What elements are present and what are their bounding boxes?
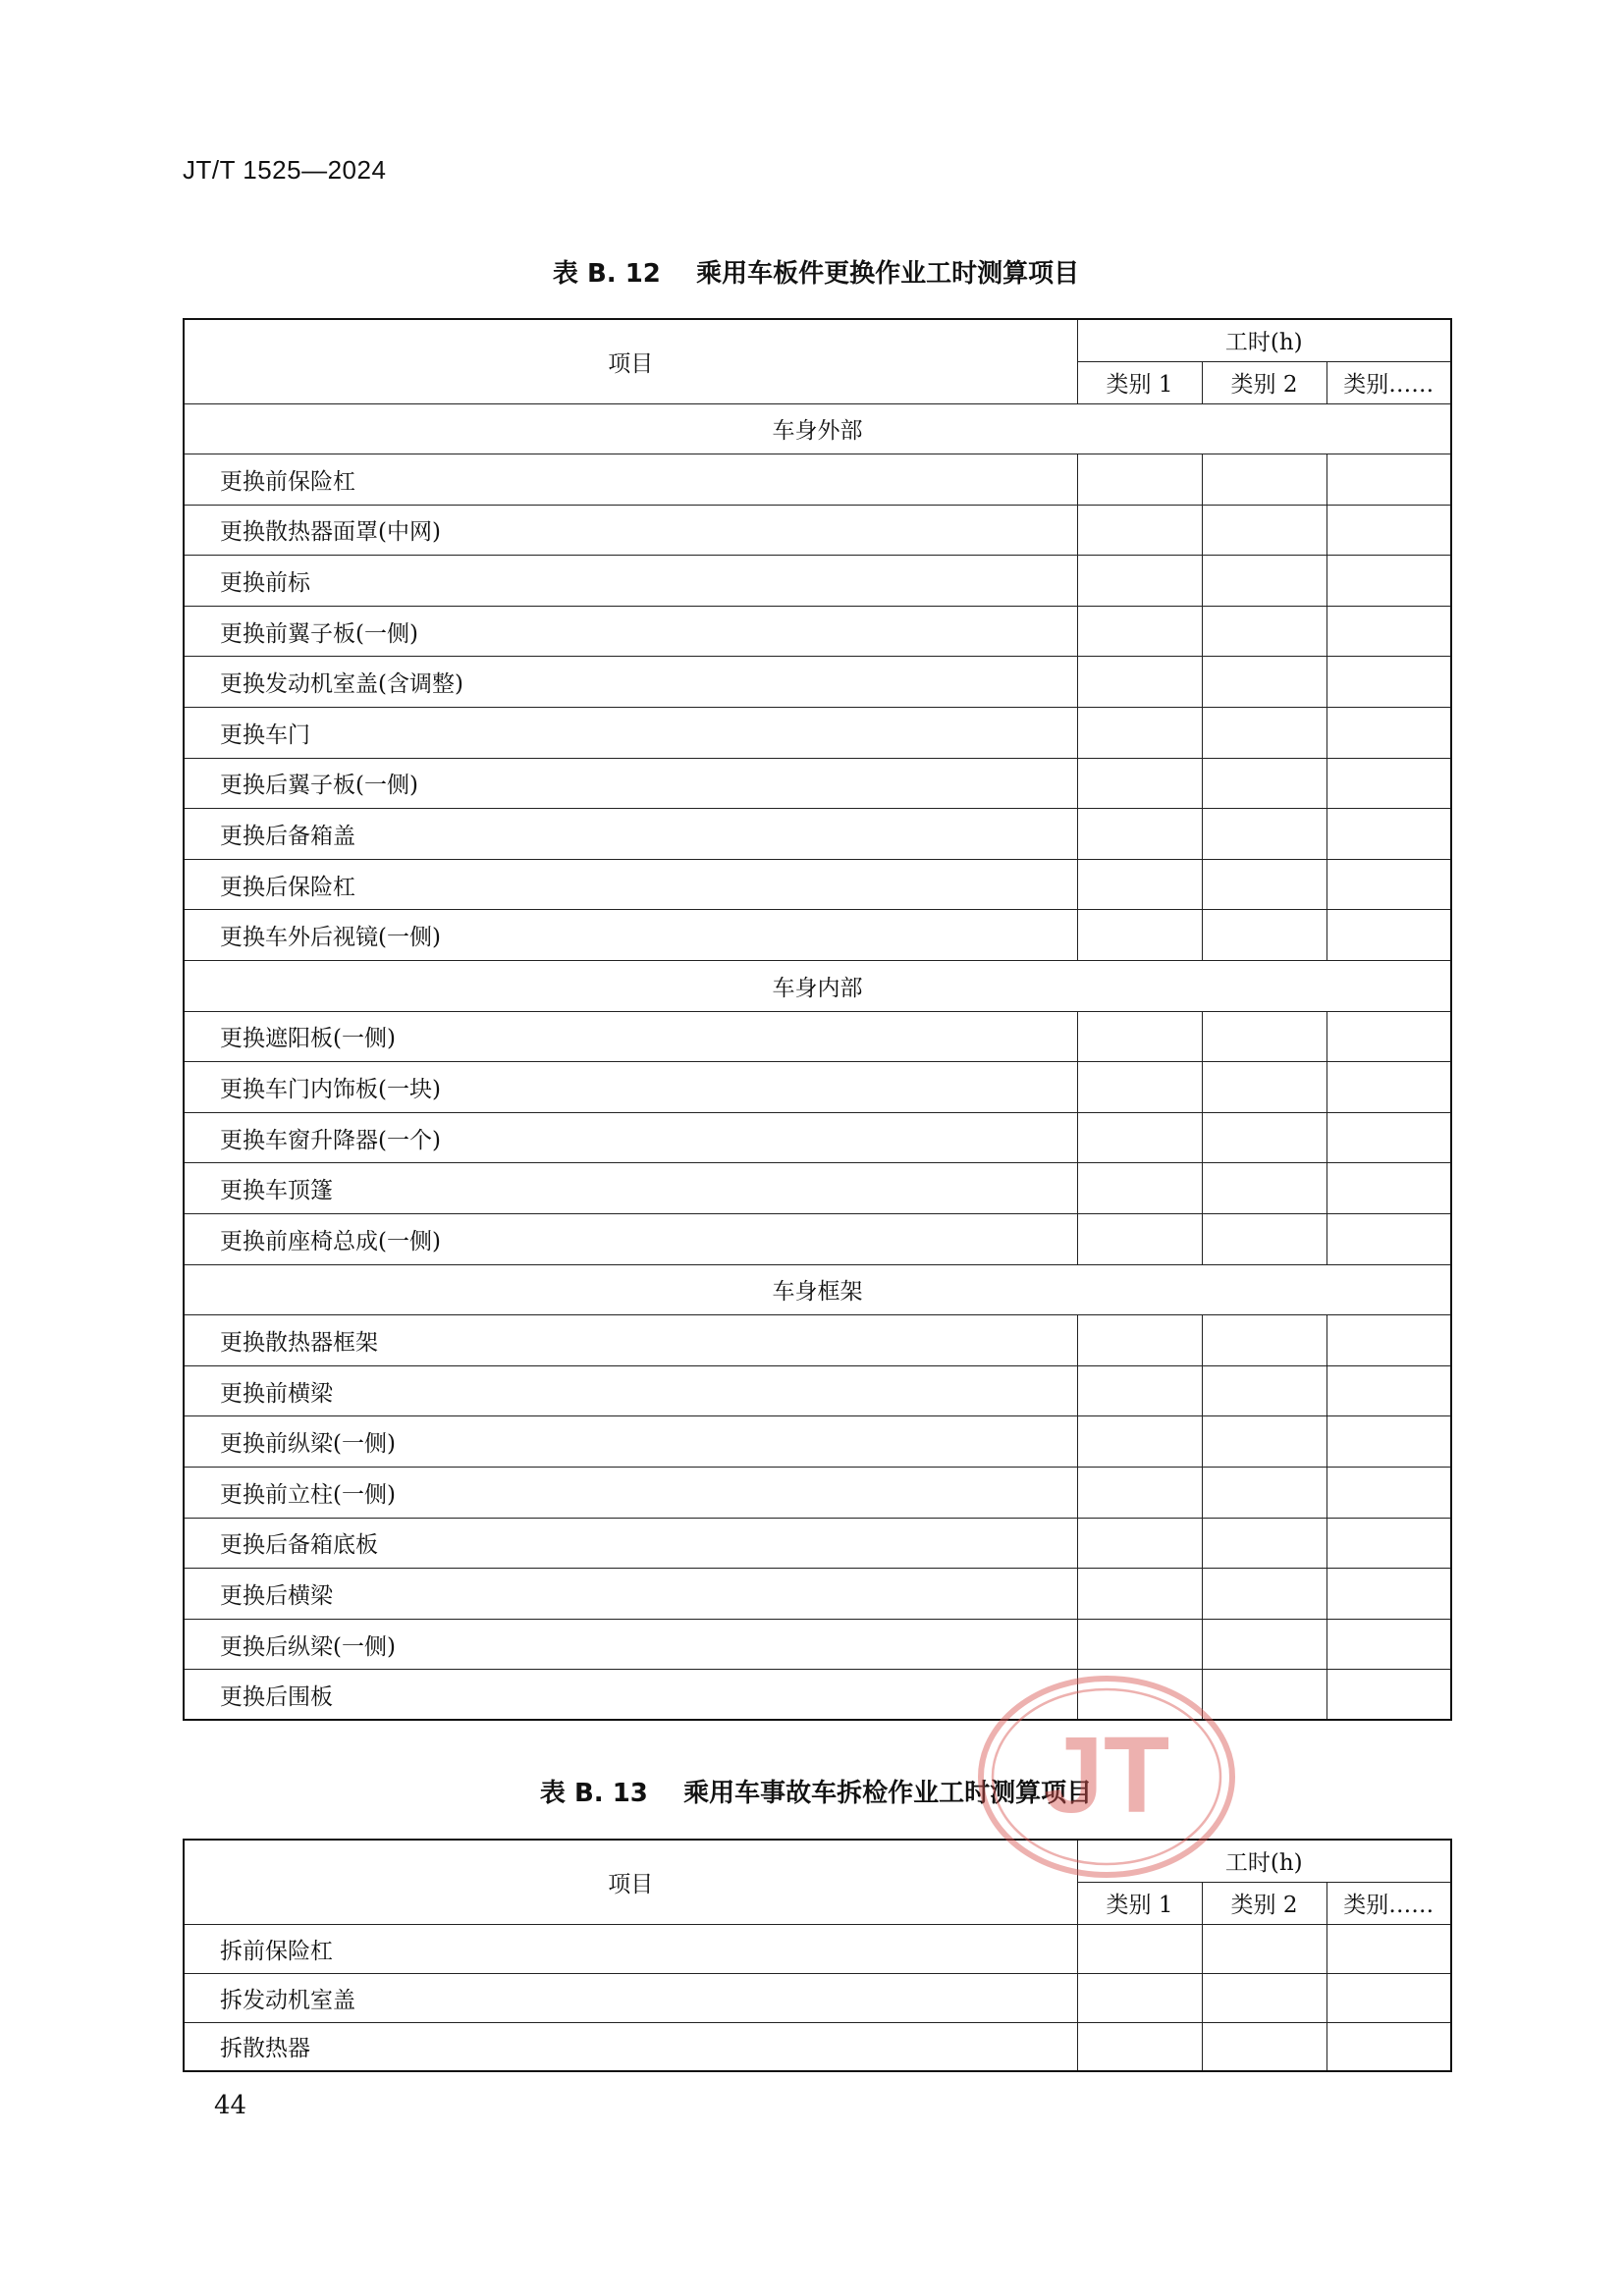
hours-cell bbox=[1326, 809, 1451, 860]
section-row bbox=[184, 961, 1451, 1012]
table-row bbox=[184, 1112, 1451, 1163]
hours-cell bbox=[1326, 1214, 1451, 1265]
hours-cell bbox=[1326, 1365, 1451, 1416]
hours-cell bbox=[1326, 1163, 1451, 1214]
hours-cell bbox=[1077, 1315, 1202, 1366]
hours-cell bbox=[1077, 809, 1202, 860]
hours-cell bbox=[1077, 556, 1202, 607]
hours-cell bbox=[1326, 1467, 1451, 1518]
hours-cell bbox=[1202, 758, 1326, 809]
table-b12-body bbox=[184, 403, 1451, 1720]
hours-cell bbox=[1202, 657, 1326, 708]
hours-cell bbox=[1202, 1163, 1326, 1214]
hours-cell bbox=[1326, 1416, 1451, 1468]
table-row bbox=[184, 1416, 1451, 1468]
hours-cell bbox=[1077, 2022, 1202, 2071]
column-header-hours: 工时(h) bbox=[1077, 319, 1451, 361]
table-row bbox=[184, 454, 1451, 506]
item-label: 更换车窗升降器(一个) bbox=[184, 1112, 1077, 1163]
item-label: 更换前横梁 bbox=[184, 1365, 1077, 1416]
hours-cell bbox=[1202, 1011, 1326, 1062]
item-label: 更换后翼子板(一侧) bbox=[184, 758, 1077, 809]
table-row bbox=[184, 1163, 1451, 1214]
hours-cell bbox=[1077, 859, 1202, 910]
hours-cell bbox=[1077, 1518, 1202, 1569]
document-code: JT/T 1525—2024 bbox=[183, 155, 387, 185]
hours-cell bbox=[1077, 1365, 1202, 1416]
hours-cell bbox=[1077, 1973, 1202, 2022]
hours-cell bbox=[1202, 454, 1326, 506]
item-label: 更换车外后视镜(一侧) bbox=[184, 910, 1077, 961]
hours-cell bbox=[1326, 454, 1451, 506]
column-header-item: 项目 bbox=[184, 319, 1077, 403]
hours-cell bbox=[1077, 1619, 1202, 1670]
hours-cell bbox=[1077, 758, 1202, 809]
table-b13 bbox=[183, 1839, 1452, 2072]
column-header-category-1: 类别 1 bbox=[1077, 1882, 1202, 1924]
hours-cell bbox=[1326, 1112, 1451, 1163]
hours-cell bbox=[1326, 1973, 1451, 2022]
hours-cell bbox=[1326, 1670, 1451, 1721]
hours-cell bbox=[1326, 1315, 1451, 1366]
table-row bbox=[184, 556, 1451, 607]
item-label: 更换前座椅总成(一侧) bbox=[184, 1214, 1077, 1265]
hours-cell bbox=[1326, 1062, 1451, 1113]
hours-cell bbox=[1326, 556, 1451, 607]
hours-cell bbox=[1202, 1315, 1326, 1366]
hours-cell bbox=[1077, 657, 1202, 708]
hours-cell bbox=[1326, 859, 1451, 910]
hours-cell bbox=[1326, 2022, 1451, 2071]
hours-cell bbox=[1077, 454, 1202, 506]
table-row bbox=[184, 505, 1451, 556]
hours-cell bbox=[1077, 1670, 1202, 1721]
hours-cell bbox=[1326, 910, 1451, 961]
table-b13-title: 表 B. 13 乘用车事故车拆检作业工时测算项目 bbox=[539, 1779, 1093, 1808]
table-row bbox=[184, 910, 1451, 961]
hours-cell bbox=[1326, 758, 1451, 809]
table-b12-title: 表 B. 12 乘用车板件更换作业工时测算项目 bbox=[552, 259, 1080, 289]
hours-cell bbox=[1202, 1365, 1326, 1416]
item-label: 更换后纵梁(一侧) bbox=[184, 1619, 1077, 1670]
hours-cell bbox=[1326, 657, 1451, 708]
hours-cell bbox=[1077, 1467, 1202, 1518]
hours-cell bbox=[1202, 2022, 1326, 2071]
hours-cell bbox=[1202, 606, 1326, 657]
hours-cell bbox=[1077, 1416, 1202, 1468]
item-label: 更换前保险杠 bbox=[184, 454, 1077, 506]
hours-cell bbox=[1077, 1011, 1202, 1062]
item-label: 更换后围板 bbox=[184, 1670, 1077, 1721]
section-label: 车身内部 bbox=[184, 961, 1451, 1012]
hours-cell bbox=[1326, 1619, 1451, 1670]
hours-cell bbox=[1202, 1416, 1326, 1468]
item-label: 更换后备箱盖 bbox=[184, 809, 1077, 860]
item-label: 更换后保险杠 bbox=[184, 859, 1077, 910]
table-row bbox=[184, 1315, 1451, 1366]
item-label: 更换车门 bbox=[184, 708, 1077, 759]
section-label: 车身外部 bbox=[184, 403, 1451, 454]
table-row bbox=[184, 1518, 1451, 1569]
item-label: 更换后横梁 bbox=[184, 1569, 1077, 1620]
column-header-category-more: 类别…… bbox=[1326, 361, 1451, 403]
column-header-category-2: 类别 2 bbox=[1202, 361, 1326, 403]
item-label: 更换前立柱(一侧) bbox=[184, 1467, 1077, 1518]
item-label: 更换发动机室盖(含调整) bbox=[184, 657, 1077, 708]
table-row bbox=[184, 1973, 1451, 2022]
table-row bbox=[184, 1365, 1451, 1416]
table-row bbox=[184, 1619, 1451, 1670]
hours-cell bbox=[1326, 505, 1451, 556]
table-row bbox=[184, 1467, 1451, 1518]
table-row bbox=[184, 606, 1451, 657]
hours-cell bbox=[1077, 1062, 1202, 1113]
item-label: 更换车门内饰板(一块) bbox=[184, 1062, 1077, 1113]
table-row bbox=[184, 758, 1451, 809]
hours-cell bbox=[1202, 1467, 1326, 1518]
table-row bbox=[184, 1569, 1451, 1620]
hours-cell bbox=[1077, 1163, 1202, 1214]
table-row bbox=[184, 859, 1451, 910]
column-header-category-1: 类别 1 bbox=[1077, 361, 1202, 403]
section-row bbox=[184, 403, 1451, 454]
hours-cell bbox=[1077, 606, 1202, 657]
hours-cell bbox=[1202, 1670, 1326, 1721]
item-label: 拆前保险杠 bbox=[184, 1924, 1077, 1973]
item-label: 更换遮阳板(一侧) bbox=[184, 1011, 1077, 1062]
table-b12 bbox=[183, 318, 1452, 1721]
page-number: 44 bbox=[214, 2091, 247, 2120]
hours-cell bbox=[1202, 1062, 1326, 1113]
item-label: 更换车顶篷 bbox=[184, 1163, 1077, 1214]
hours-cell bbox=[1202, 859, 1326, 910]
hours-cell bbox=[1326, 606, 1451, 657]
table-row bbox=[184, 1924, 1451, 1973]
hours-cell bbox=[1202, 1973, 1326, 2022]
stamp-lettering: JT bbox=[1043, 1715, 1170, 1836]
table-row bbox=[184, 1011, 1451, 1062]
hours-cell bbox=[1202, 1569, 1326, 1620]
hours-cell bbox=[1077, 1569, 1202, 1620]
item-label: 更换散热器框架 bbox=[184, 1315, 1077, 1366]
hours-cell bbox=[1202, 1112, 1326, 1163]
hours-cell bbox=[1077, 1214, 1202, 1265]
hours-cell bbox=[1202, 1619, 1326, 1670]
table-row bbox=[184, 657, 1451, 708]
column-header-hours: 工时(h) bbox=[1077, 1840, 1451, 1882]
column-header-category-more: 类别…… bbox=[1326, 1882, 1451, 1924]
hours-cell bbox=[1202, 1214, 1326, 1265]
hours-cell bbox=[1202, 556, 1326, 607]
column-header-category-2: 类别 2 bbox=[1202, 1882, 1326, 1924]
table-row bbox=[184, 708, 1451, 759]
hours-cell bbox=[1326, 1924, 1451, 1973]
hours-cell bbox=[1077, 1112, 1202, 1163]
hours-cell bbox=[1077, 910, 1202, 961]
hours-cell bbox=[1202, 809, 1326, 860]
item-label: 更换散热器面罩(中网) bbox=[184, 505, 1077, 556]
table-row bbox=[184, 1670, 1451, 1721]
hours-cell bbox=[1326, 1569, 1451, 1620]
hours-cell bbox=[1077, 1924, 1202, 1973]
item-label: 更换前标 bbox=[184, 556, 1077, 607]
table-row bbox=[184, 2022, 1451, 2071]
table-row bbox=[184, 1062, 1451, 1113]
hours-cell bbox=[1202, 1518, 1326, 1569]
item-label: 拆发动机室盖 bbox=[184, 1973, 1077, 2022]
table-b13-body bbox=[184, 1924, 1451, 2071]
item-label: 更换后备箱底板 bbox=[184, 1518, 1077, 1569]
section-row bbox=[184, 1264, 1451, 1315]
table-row bbox=[184, 809, 1451, 860]
table-row bbox=[184, 1214, 1451, 1265]
item-label: 拆散热器 bbox=[184, 2022, 1077, 2071]
hours-cell bbox=[1326, 708, 1451, 759]
hours-cell bbox=[1077, 505, 1202, 556]
hours-cell bbox=[1202, 505, 1326, 556]
column-header-item: 项目 bbox=[184, 1840, 1077, 1924]
hours-cell bbox=[1202, 1924, 1326, 1973]
hours-cell bbox=[1077, 708, 1202, 759]
hours-cell bbox=[1202, 708, 1326, 759]
item-label: 更换前翼子板(一侧) bbox=[184, 606, 1077, 657]
hours-cell bbox=[1326, 1518, 1451, 1569]
hours-cell bbox=[1326, 1011, 1451, 1062]
section-label: 车身框架 bbox=[184, 1264, 1451, 1315]
item-label: 更换前纵梁(一侧) bbox=[184, 1416, 1077, 1468]
hours-cell bbox=[1202, 910, 1326, 961]
